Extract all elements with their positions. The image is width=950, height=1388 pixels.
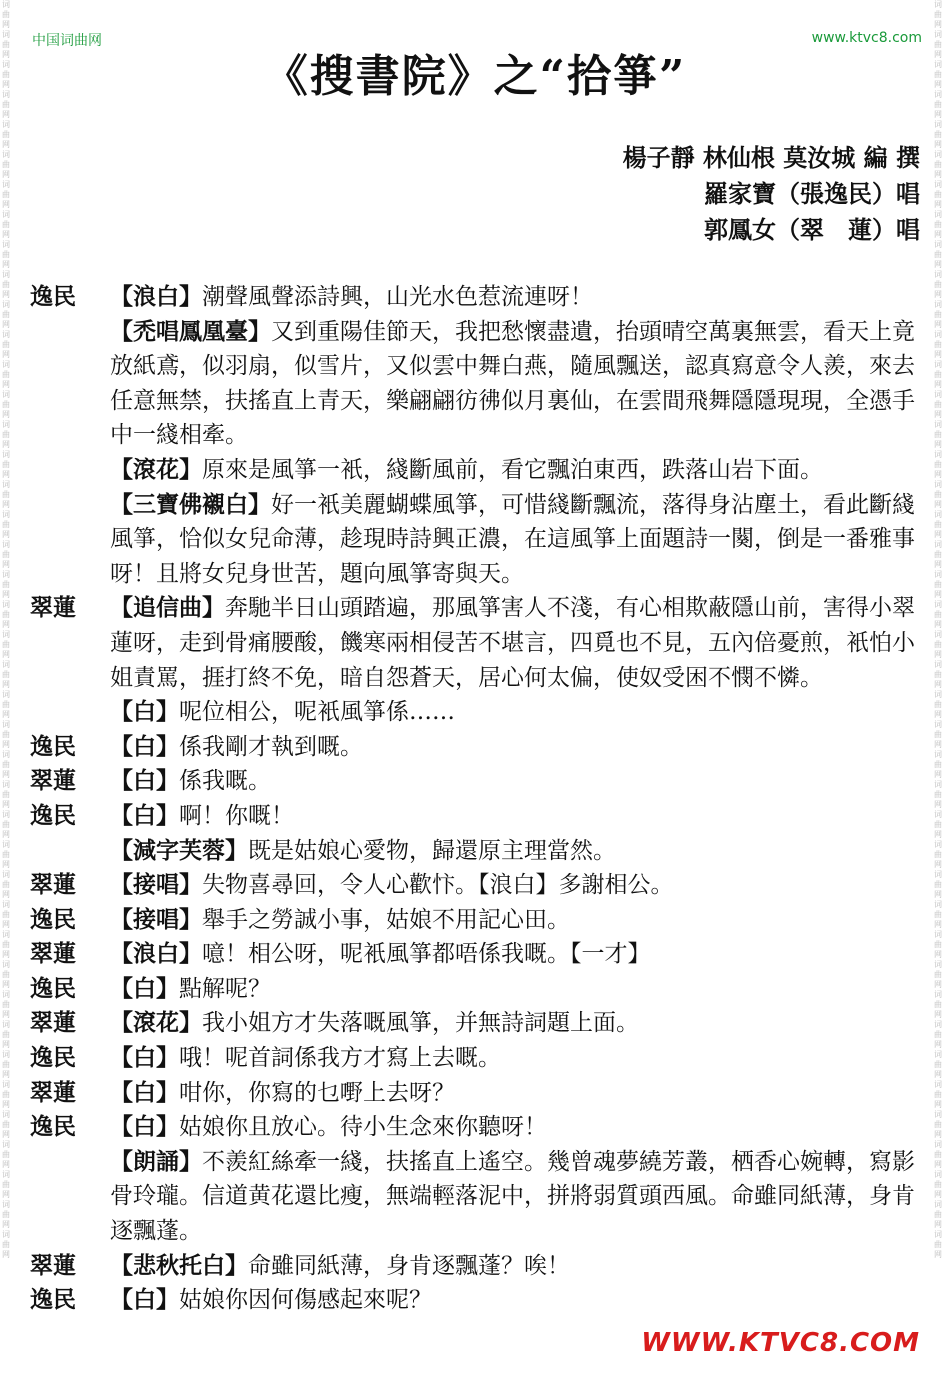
tune-tag: 【悲秋托白】: [110, 1251, 248, 1279]
script-line: [30, 453, 918, 488]
line-text-wrapper: [110, 1249, 918, 1284]
script-line: [30, 972, 918, 1007]
script-line: [30, 868, 918, 903]
line-text-wrapper: [110, 280, 918, 315]
line-text: 奔馳半日山頭踏遍，那風箏害人不淺，有心相欺蔽隱山前，害得小翠蓮呀，走到骨痛腰酸，饑寒兩相侵苦不堪言，四覓也不見，五內倍憂煎，衹怕小姐責罵，捱打終不免，暗自怨蒼天，居心何太偏，使奴受困不憫不憐。: [110, 595, 915, 691]
line-text: 噫！相公呀，呢衹風箏都唔係我嘅。【一才】: [202, 941, 651, 968]
script-line: [30, 1076, 918, 1111]
credit-singer-cuilian: 郭鳳女（翠 蓮）唱: [704, 215, 920, 244]
speaker-name: 翠蓮: [30, 594, 76, 622]
script-line: [30, 1145, 918, 1249]
left-edge-watermark: 词曲网词曲网词曲网词曲网词曲网词曲网词曲网词曲网词曲网词曲网词曲网词曲网词曲网词曲网词曲网词曲网词曲网词曲网词曲网词曲网词曲网词曲网词曲网词曲网词曲网词曲网词曲网词曲网词曲网词曲网词曲网词曲网词曲网词曲网词曲网词曲网词曲网词曲网词曲网词曲网词曲网词曲网: [2, 0, 10, 1259]
line-text-wrapper: [110, 315, 918, 453]
script-line: [30, 764, 918, 799]
page-title: 《搜書院》之“拾箏”: [263, 51, 687, 102]
script-line: [30, 315, 918, 453]
speaker-name: 逸民: [30, 905, 76, 933]
tune-tag: 【禿唱鳳凰臺】: [110, 317, 271, 345]
tune-tag: 【接唱】: [110, 871, 202, 899]
tune-tag: 【滾花】: [110, 455, 202, 483]
line-text: 點解呢？: [179, 975, 271, 1002]
line-text: 姑娘你因何傷感起來呢？: [179, 1287, 432, 1314]
line-text-wrapper: [110, 453, 918, 488]
speaker-name: 逸民: [30, 283, 76, 310]
script-line: [30, 730, 918, 765]
script-line: [30, 903, 918, 938]
speaker-name: 逸民: [30, 801, 76, 829]
line-text-wrapper: [110, 1006, 918, 1041]
line-text-wrapper: [110, 868, 918, 903]
speaker-name: 翠蓮: [30, 1251, 76, 1279]
script-line: [30, 1006, 918, 1041]
line-text-wrapper: [110, 764, 918, 799]
script-line: [30, 1041, 918, 1076]
line-text-wrapper: [110, 695, 918, 730]
line-text: 潮聲風聲添詩興，山光水色惹流連呀！: [202, 284, 593, 310]
speaker-name: [30, 453, 110, 488]
tune-tag: 【白】: [110, 1078, 179, 1106]
site-watermark-left: 中国词曲网: [32, 33, 102, 49]
speaker-name: [30, 488, 110, 592]
tune-tag: 【白】: [110, 767, 179, 795]
tune-tag: 【浪白】: [110, 283, 202, 310]
credit-singer-yimin: 羅家寶（張逸民）唱: [704, 179, 920, 208]
line-text: 哦！呢首詞係我方才寫上去嘅。: [179, 1045, 501, 1072]
tune-tag: 【減字芙蓉】: [110, 836, 248, 864]
script-line: [30, 937, 918, 972]
line-text: 好一衹美麗蝴蝶風箏，可惜綫斷飄流，落得身沾塵土，看此斷綫風箏，恰似女兒命薄，趁現時詩興正濃，在這風箏上面題詩一闋，倒是一番雅事呀！且將女兒身世苦，題向風箏寄與天。: [110, 491, 915, 587]
line-text: 原來是風箏一衹，綫斷風前，看它飄泊東西，跌落山岩下面。: [202, 456, 823, 483]
tune-tag: 【白】: [110, 974, 179, 1002]
line-text: 係我剛才執到嘅。: [179, 733, 363, 760]
site-watermark-bottom: WWW.KTVC8.COM: [641, 1328, 920, 1358]
script-line: [30, 695, 918, 730]
tune-tag: 【接唱】: [110, 905, 202, 933]
speaker-name: 逸民: [30, 974, 76, 1002]
line-text-wrapper: [110, 937, 918, 972]
script-line: [30, 1283, 918, 1318]
line-text: 呢位相公，呢衹風箏係……: [179, 699, 455, 726]
tune-tag: 【白】: [110, 1286, 179, 1314]
line-text-wrapper: [110, 591, 918, 695]
line-text: 咁你，你寫的乜嘢上去呀？: [179, 1079, 455, 1106]
speaker-name: 翠蓮: [30, 940, 76, 968]
script-body: [30, 280, 918, 1318]
script-line: [30, 1110, 918, 1145]
line-text-wrapper: [110, 1110, 918, 1145]
line-text-wrapper: [110, 1041, 918, 1076]
tune-tag: 【追信曲】: [110, 594, 225, 622]
credits-block: [623, 140, 920, 248]
line-text: 不羨紅絲牽一綫，扶搖直上遙空。幾曾魂夢繞芳叢，栖香心婉轉，寫影骨玲瓏。信道黄花還比瘦，無端輕落泥中，拼將弱質頭西風。命雖同紙薄，身肯逐飄蓬。: [110, 1148, 915, 1245]
line-text-wrapper: [110, 834, 918, 869]
speaker-name: [30, 1145, 110, 1249]
script-line: [30, 488, 918, 592]
speaker-name: 逸民: [30, 1113, 76, 1141]
script-line: [30, 834, 918, 869]
line-text-wrapper: [110, 1283, 918, 1318]
line-text-wrapper: [110, 488, 918, 592]
site-watermark-right: www.ktvc8.com: [811, 30, 922, 46]
line-text-wrapper: [110, 1145, 918, 1249]
speaker-name: 逸民: [30, 1286, 76, 1314]
speaker-name: 翠蓮: [30, 1078, 76, 1106]
line-text-wrapper: [110, 799, 918, 834]
speaker-name: [30, 315, 110, 453]
script-line: [30, 1249, 918, 1284]
speaker-name: 翠蓮: [30, 871, 76, 899]
line-text-wrapper: [110, 972, 918, 1007]
speaker-name: [30, 834, 110, 869]
tune-tag: 【白】: [110, 801, 179, 829]
tune-tag: 【白】: [110, 1044, 179, 1072]
tune-tag: 【白】: [110, 732, 179, 760]
line-text-wrapper: [110, 903, 918, 938]
line-text: 姑娘你且放心。待小生念來你聽呀！: [179, 1114, 547, 1141]
line-text: 我小姐方才失落嘅風箏，并無詩詞題上面。: [202, 1010, 639, 1037]
script-line: [30, 799, 918, 834]
line-text: 又到重陽佳節天，我把愁懷盡遺，抬頭晴空萬裏無雲，看天上竟放紙鳶，似羽扇，似雪片，又似雲中舞白燕，隨風飄送，認真寫意令人羨，來去任意無禁，扶搖直上青天，樂翩翩彷彿似月裏仙，在雲間飛舞隱隱現現，全憑手中一綫相牽。: [110, 318, 915, 449]
tune-tag: 【白】: [110, 1113, 179, 1141]
line-text: 係我嘅。: [179, 768, 271, 795]
tune-tag: 【滾花】: [110, 1009, 202, 1037]
tune-tag: 【浪白】: [110, 940, 202, 968]
speaker-name: 逸民: [30, 1044, 76, 1072]
right-edge-watermark: 词曲网词曲网词曲网词曲网词曲网词曲网词曲网词曲网词曲网词曲网词曲网词曲网词曲网词曲网词曲网词曲网词曲网词曲网词曲网词曲网词曲网词曲网词曲网词曲网词曲网词曲网词曲网词曲网词曲网词曲网词曲网词曲网词曲网词曲网词曲网词曲网词曲网词曲网词曲网词曲网词曲网词曲网: [934, 0, 942, 1259]
tune-tag: 【三寶佛襯白】: [110, 490, 271, 518]
speaker-name: 翠蓮: [30, 1009, 76, 1037]
line-text-wrapper: [110, 730, 918, 765]
script-line: [30, 280, 918, 315]
line-text: 命雖同紙薄，身肯逐飄蓬？唉！: [248, 1252, 570, 1279]
line-text: 舉手之勞誠小事，姑娘不用記心田。: [202, 906, 570, 933]
script-line: [30, 591, 918, 695]
line-text-wrapper: [110, 1076, 918, 1111]
tune-tag: 【朗誦】: [110, 1147, 202, 1175]
line-text: 啊！你嘅！: [179, 802, 294, 829]
speaker-name: 翠蓮: [30, 767, 76, 795]
line-text: 失物喜尋回，令人心歡忭。【浪白】多謝相公。: [202, 872, 674, 899]
credit-authors: 楊子靜 林仙根 莫汝城 編 撰: [622, 143, 920, 172]
speaker-name: [30, 695, 110, 730]
line-text: 既是姑娘心愛物，歸還原主理當然。: [248, 837, 616, 864]
tune-tag: 【白】: [110, 698, 179, 726]
speaker-name: 逸民: [30, 732, 76, 760]
